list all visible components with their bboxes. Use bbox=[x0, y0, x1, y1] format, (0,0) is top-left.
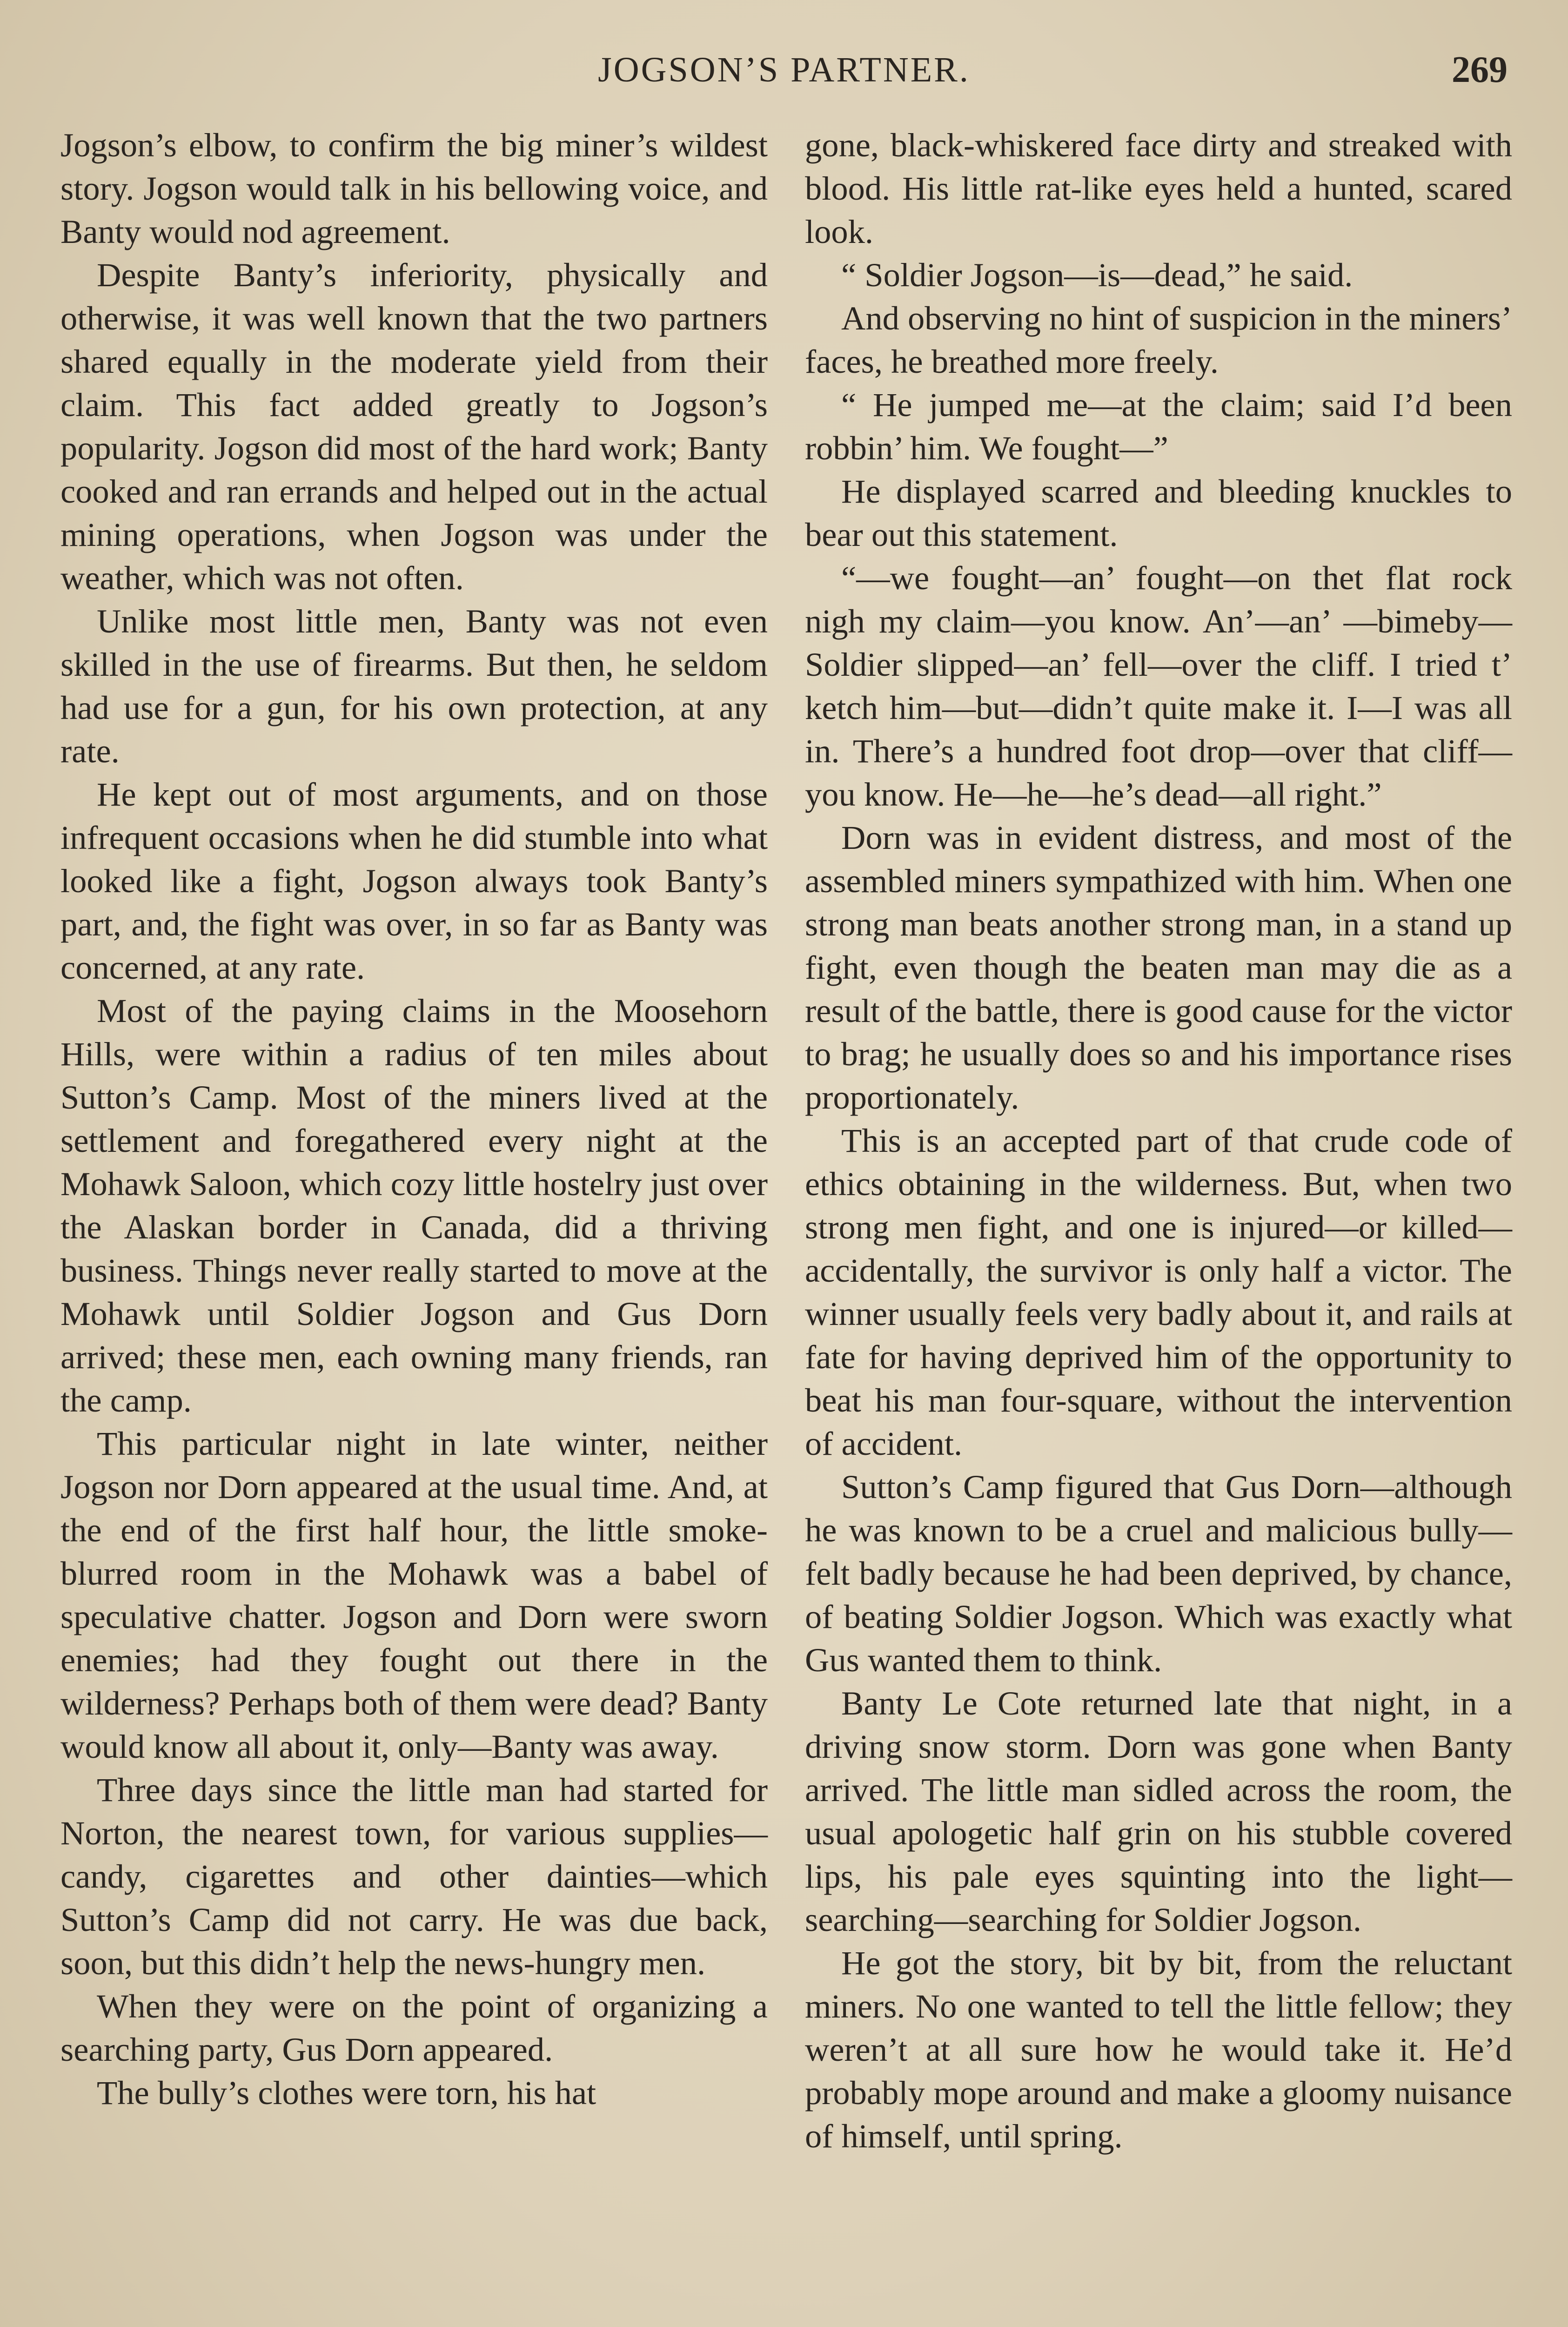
paragraph: Sutton’s Camp figured that Gus Dorn—although he was known to be a cruel and malicious bully—felt badly because he had been deprived, by chance, of beating Soldier Jogson. Which was exactly what Gus wanted them to think. bbox=[805, 1468, 1512, 1679]
paragraph: And observing no hint of suspicion in the miners’ faces, he breathed more freely. bbox=[805, 299, 1512, 380]
left-column bbox=[60, 123, 768, 2327]
paragraph: Unlike most little men, Banty was not even skilled in the use of firearms. But then, he seldom had use for a gun, for his own protection, at any rate. bbox=[60, 602, 768, 770]
paragraph: This particular night in late winter, neither Jogson nor Dorn appeared at the usual time. And, at the end of the first half hour, the little smoke-blurred room in the Mohawk was a babel of speculative chatter. Jogson and Dorn were sworn enemies; had they fought out there in the wilderness? Perhaps both of them were dead? Banty would know all about it, only—Banty was away. bbox=[60, 1425, 768, 1765]
paragraph: He kept out of most arguments, and on those infrequent occasions when he did stumble into what looked like a fight, Jogson always took Banty’s part, and, the fight was over, in so far as Banty was concerned, at any rate. bbox=[60, 775, 768, 986]
paragraph: Dorn was in evident distress, and most of the assembled miners sympathized with him. When one strong man beats another strong man, in a stand up fight, even though the beaten man may die as a result of the battle, there is good cause for the victor to brag; he usually does so and his importance rises proportionately. bbox=[805, 819, 1512, 1116]
right-column bbox=[805, 123, 1512, 2327]
paragraph: The bully’s clothes were torn, his hat bbox=[97, 2074, 596, 2112]
text-columns bbox=[60, 123, 1512, 2327]
paragraph: gone, black-whiskered face dirty and streaked with blood. His little rat-like eyes held a hunted, scared look. bbox=[805, 126, 1512, 250]
page-header bbox=[60, 44, 1508, 95]
paragraph: Jogson’s elbow, to confirm the big miner’s wildest story. Jogson would talk in his bellowing voice, and Banty would nod agreement. bbox=[60, 126, 768, 250]
paragraph: When they were on the point of organizing a searching party, Gus Dorn appeared. bbox=[60, 1987, 768, 2068]
paragraph: “ He jumped me—at the claim; said I’d been robbin’ him. We fought—” bbox=[805, 386, 1512, 467]
running-title: JOGSON’S PARTNER. bbox=[598, 50, 970, 89]
paragraph: “ Soldier Jogson—is—dead,” he said. bbox=[841, 256, 1353, 294]
paragraph: He got the story, bit by bit, from the reluctant miners. No one wanted to tell the little fellow; they weren’t at all sure how he would take it. He’d probably mope around and make a gloomy nuisance of himself, until spring. bbox=[805, 1944, 1512, 2155]
paragraph: Most of the paying claims in the Moosehorn Hills, were within a radius of ten miles about Sutton’s Camp. Most of the miners lived at the settlement and foregathered every night at the Mohawk Saloon, which cozy little hostelry just over the Alaskan border in Canada, did a thriving business. Things never really started to move at the Mohawk until Soldier Jogson and Gus Dorn arrived; these men, each owning many friends, ran the camp. bbox=[60, 992, 768, 1419]
paragraph: “—we fought—an’ fought—on thet flat rock nigh my claim—you know. An’—an’ —bimeby—Soldier slipped—an’ fell—over the cliff. I tried t’ ketch him—but—didn’t quite make it. I—I was all in. There’s a hundred foot drop—over that cliff—you know. He—he—he’s dead—all right.” bbox=[805, 559, 1512, 813]
paragraph: This is an accepted part of that crude code of ethics obtaining in the wilderness. But, when two strong men fight, and one is injured—or killed—accidentally, the survivor is only half a victor. The winner usually feels very badly about it, and rails at fate for having deprived him of the opportunity to beat his man four-square, without the intervention of accident. bbox=[805, 1122, 1512, 1462]
paragraph: Banty Le Cote returned late that night, in a driving snow storm. Dorn was gone when Banty arrived. The little man sidled across the room, the usual apologetic half grin on his stubble covered lips, his pale eyes squinting into the light—searching—searching for Soldier Jogson. bbox=[805, 1684, 1512, 1938]
paragraph: He displayed scarred and bleeding knuckles to bear out this statement. bbox=[805, 472, 1512, 553]
page-number: 269 bbox=[1452, 49, 1508, 90]
paragraph: Despite Banty’s inferiority, physically and otherwise, it was well known that the two partners shared equally in the moderate yield from their claim. This fact added greatly to Jogson’s popularity. Jogson did most of the hard work; Banty cooked and ran errands and helped out in the actual mining operations, when Jogson was under the weather, which was not often. bbox=[60, 256, 768, 597]
paragraph: Three days since the little man had started for Norton, the nearest town, for various supplies—candy, cigarettes and other dainties—which Sutton’s Camp did not carry. He was due back, soon, but this didn’t help the news-hungry men. bbox=[60, 1771, 768, 1982]
